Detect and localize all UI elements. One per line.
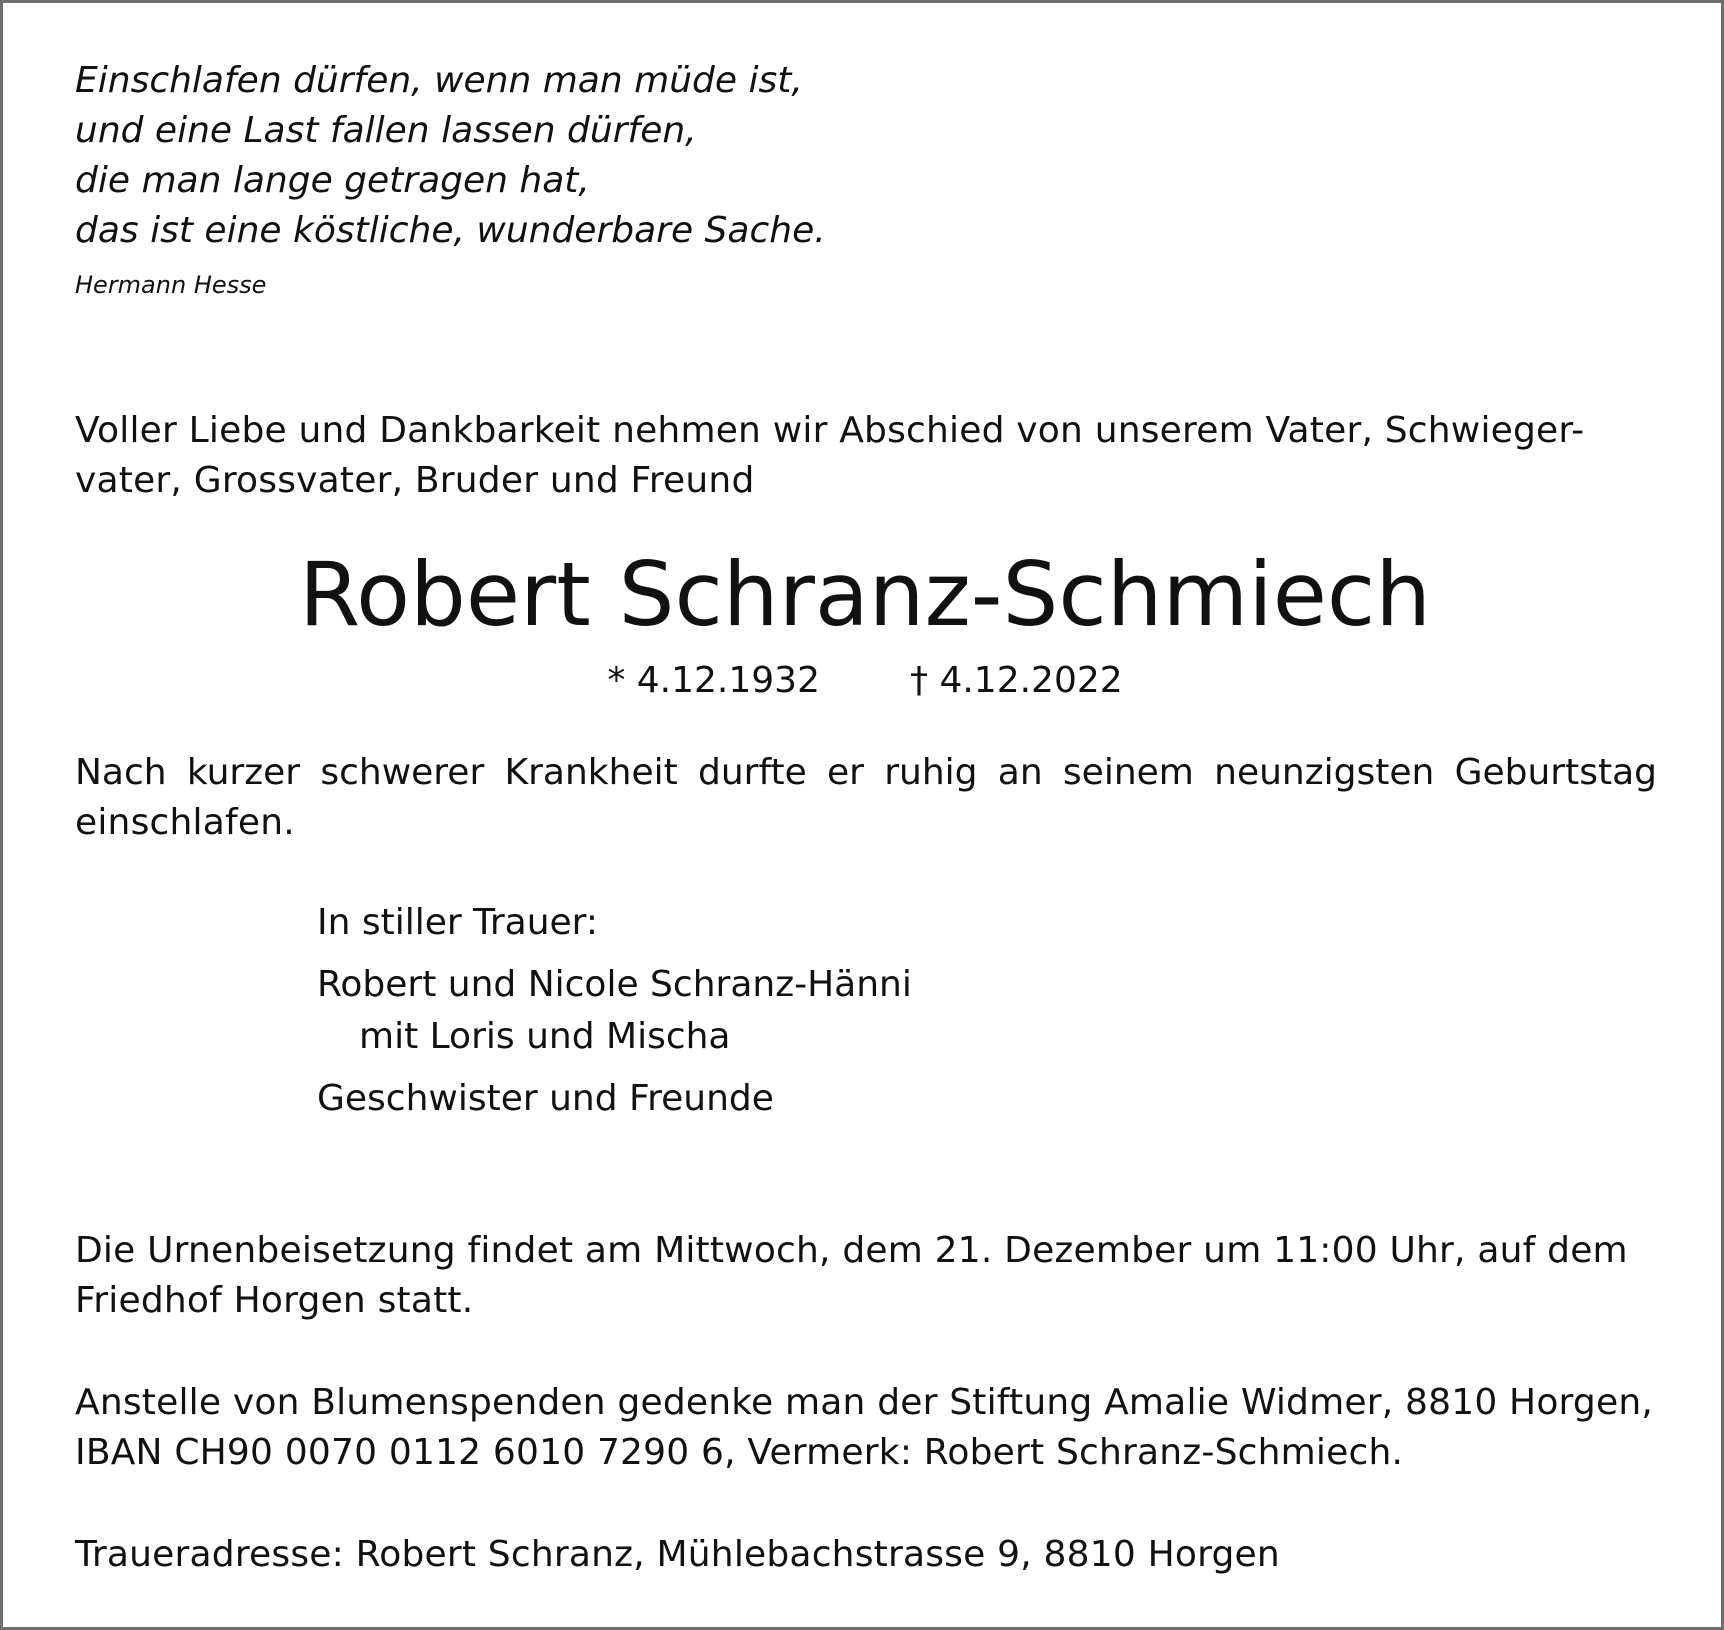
donation-line: IBAN CH90 0070 0112 6010 7290 6, Vermerk: Robert Schranz-Schmiech. — [75, 1432, 1404, 1473]
mourner-line: Robert und Nicole Schranz-Hänni — [317, 964, 912, 1005]
poem-line: Einschlafen dürfen, wenn man müde ist, — [75, 60, 803, 101]
birth-date: * 4.12.1932 — [607, 660, 820, 701]
mourner-line: mit Loris und Mischa — [359, 1016, 731, 1057]
message-line: einschlafen. — [75, 802, 295, 843]
ceremony-line: Die Urnenbeisetzung findet am Mittwoch, dem 21. Dezember um 11:00 Uhr, auf dem — [75, 1230, 1628, 1271]
address-line: Traueradresse: Robert Schranz, Mühlebachstrasse 9, 8810 Horgen — [75, 1534, 1280, 1575]
poem-author: Hermann Hesse — [75, 271, 267, 299]
intro-line: Voller Liebe und Dankbarkeit nehmen wir Abschied von unserem Vater, Schwieger- — [75, 410, 1585, 451]
ceremony-line: Friedhof Horgen statt. — [75, 1280, 474, 1321]
deceased-name: Robert Schranz-Schmiech — [298, 543, 1431, 646]
poem-line: die man lange getragen hat, — [75, 160, 590, 201]
poem-line: und eine Last fallen lassen dürfen, — [75, 110, 697, 151]
life-dates — [3, 660, 1724, 701]
intro-line: vater, Grossvater, Bruder und Freund — [75, 460, 755, 501]
mourners-heading: In stiller Trauer: — [317, 902, 598, 943]
mourner-line: Geschwister und Freunde — [317, 1078, 774, 1119]
poem-line: das ist eine köstliche, wunderbare Sache. — [75, 210, 826, 251]
death-date: † 4.12.2022 — [910, 660, 1123, 701]
donation-line: Anstelle von Blumenspenden gedenke man der Stiftung Amalie Widmer, 8810 Horgen, — [75, 1382, 1653, 1423]
message-line: Nach kurzer schwerer Krankheit durfte er ruhig an seinem neunzigsten Geburtstag — [75, 752, 1657, 793]
